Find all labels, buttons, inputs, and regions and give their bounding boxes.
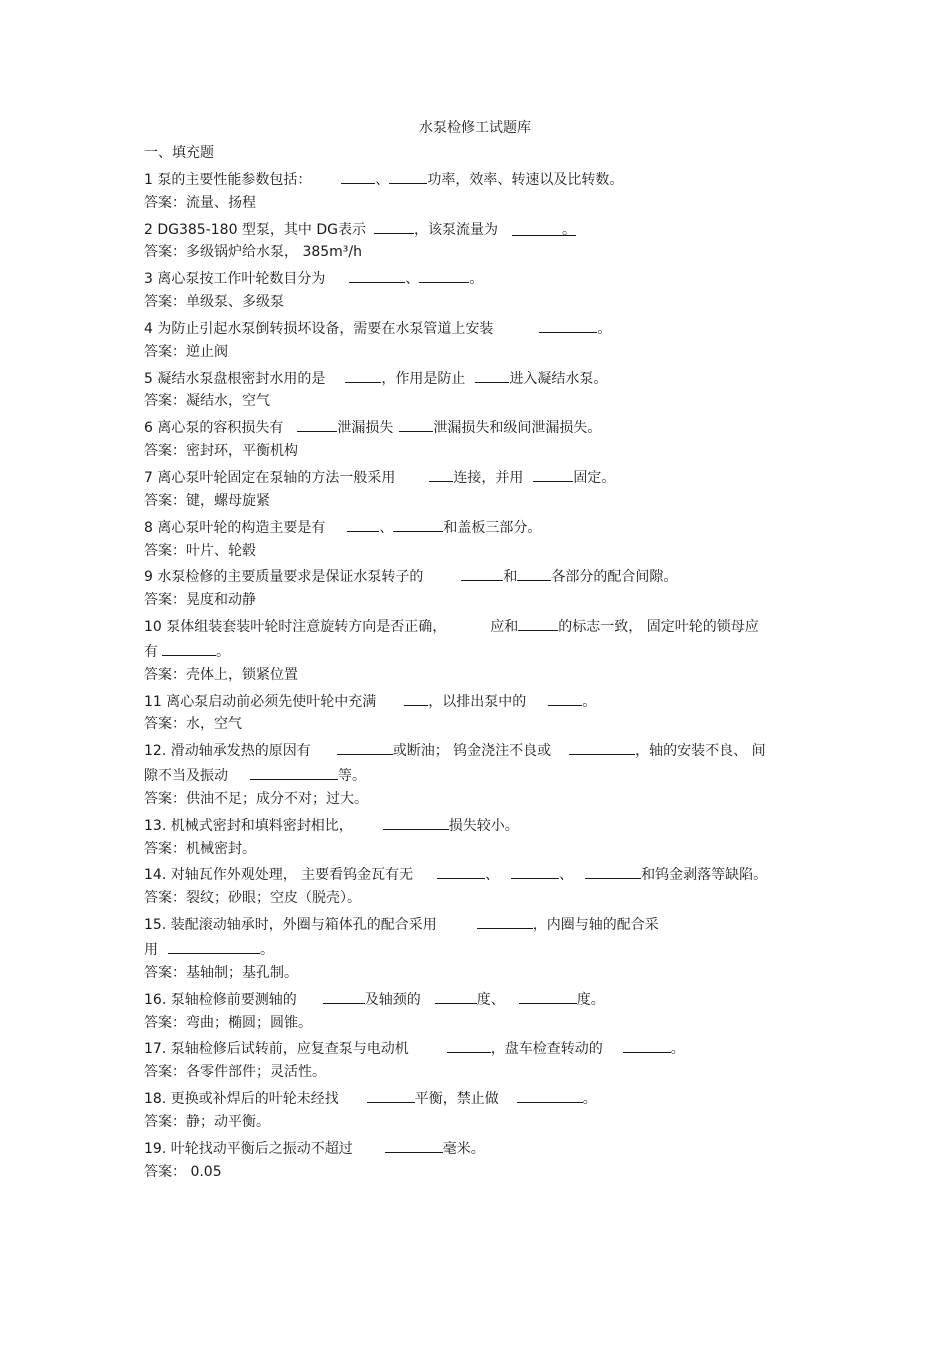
answer-line: 答案：晃度和动静 (144, 592, 256, 609)
question-line: 18. 更换或补焊后的叶轮未经找 平衡，禁止做 。 (144, 1087, 809, 1107)
question-line-continued: 用 。 (144, 938, 809, 958)
question-line: 12. 滑动轴承发热的原因有 或断油； 钨金浇注不良或 ，轴的安装不良、 间 (144, 739, 809, 759)
question-line: 3 离心泵按工作叶轮数目分为 、 。 (144, 267, 809, 287)
answer-line: 答案：键，螺母旋紧 (144, 492, 270, 509)
question-line-continued: 隙不当及振动 等。 (144, 764, 809, 784)
question-line: 10 泵体组装套装叶轮时注意旋转方向是否正确， 应和 的标志一致， 固定叶轮的锁母应 (144, 615, 809, 635)
answer-line: 答案：多级锅炉给水泵， 385m³/h (144, 244, 363, 261)
question-list (144, 143, 809, 1186)
question-line-continued: 有 。 (144, 640, 809, 660)
answer-line: 答案：静；动平衡。 (144, 1113, 270, 1130)
question-line: 15. 装配滚动轴承时，外圈与箱体孔的配合采用 ，内圈与轴的配合采 (144, 913, 809, 933)
question-line: 9 水泵检修的主要质量要求是保证水泵转子的 和 各部分的配合间隙。 (144, 565, 809, 585)
answer-line: 答案：基轴制；基孔制。 (144, 964, 298, 981)
question-line: 1 泵的主要性能参数包括： 、 功率，效率、转速以及比转数。 (144, 168, 809, 188)
answer-line: 答案：凝结水，空气 (144, 393, 270, 410)
answer-line: 答案：叶片、轮毂 (144, 542, 256, 559)
answer-line: 答案：裂纹；砂眼；空皮（脱壳）。 (144, 890, 361, 907)
answer-line: 答案：供油不足；成分不对；过大。 (144, 790, 368, 807)
question-line: 2 DG385-180 型泵，其中 DG表示 ，该泵流量为 。 (144, 218, 809, 238)
answer-line: 答案： 0.05 (144, 1163, 222, 1180)
question-line: 19. 叶轮找动平衡后之振动不超过 毫米。 (144, 1137, 809, 1157)
answer-line: 答案：逆止阀 (144, 343, 228, 360)
question-line: 6 离心泵的容积损失有 泄漏损失 泄漏损失和级间泄漏损失。 (144, 416, 809, 436)
question-line: 14. 对轴瓦作外观处理， 主要看钨金瓦有无 、 、 和钨金剥落等缺陷。 (144, 863, 809, 883)
question-line: 17. 泵轴检修后试转前，应复查泵与电动机 ，盘车检查转动的 。 (144, 1037, 809, 1057)
question-line: 11 离心泵启动前必须先使叶轮中充满 ，以排出泵中的 。 (144, 690, 809, 710)
section-heading: 一、填充题 (144, 145, 214, 161)
answer-line: 答案：各零件部件；灵活性。 (144, 1064, 326, 1081)
answer-line: 答案：流量、扬程 (144, 194, 256, 211)
answer-line: 答案：壳体上，锁紧位置 (144, 666, 298, 683)
answer-line: 答案：密封环，平衡机构 (144, 443, 298, 460)
question-line: 16. 泵轴检修前要测轴的 及轴颈的 度、 度。 (144, 988, 809, 1008)
question-line: 5 凝结水泵盘根密封水用的是 ，作用是防止 进入凝结水泵。 (144, 367, 809, 387)
answer-line: 答案：水，空气 (144, 716, 242, 733)
document-title: 水泵检修工试题库 (419, 120, 531, 136)
answer-line: 答案：单级泵、多级泵 (144, 294, 284, 311)
answer-line: 答案：弯曲；椭圆；圆锥。 (144, 1014, 312, 1031)
answer-line: 答案：机械密封。 (144, 840, 256, 857)
question-line: 7 离心泵叶轮固定在泵轴的方法一般采用 连接，并用 固定。 (144, 466, 809, 486)
question-line: 13. 机械式密封和填料密封相比， 损失较小。 (144, 814, 809, 834)
question-line: 8 离心泵叶轮的构造主要是有 、 和盖板三部分。 (144, 516, 809, 536)
question-line: 4 为防止引起水泵倒转损坏设备，需要在水泵管道上安装 。 (144, 317, 809, 337)
